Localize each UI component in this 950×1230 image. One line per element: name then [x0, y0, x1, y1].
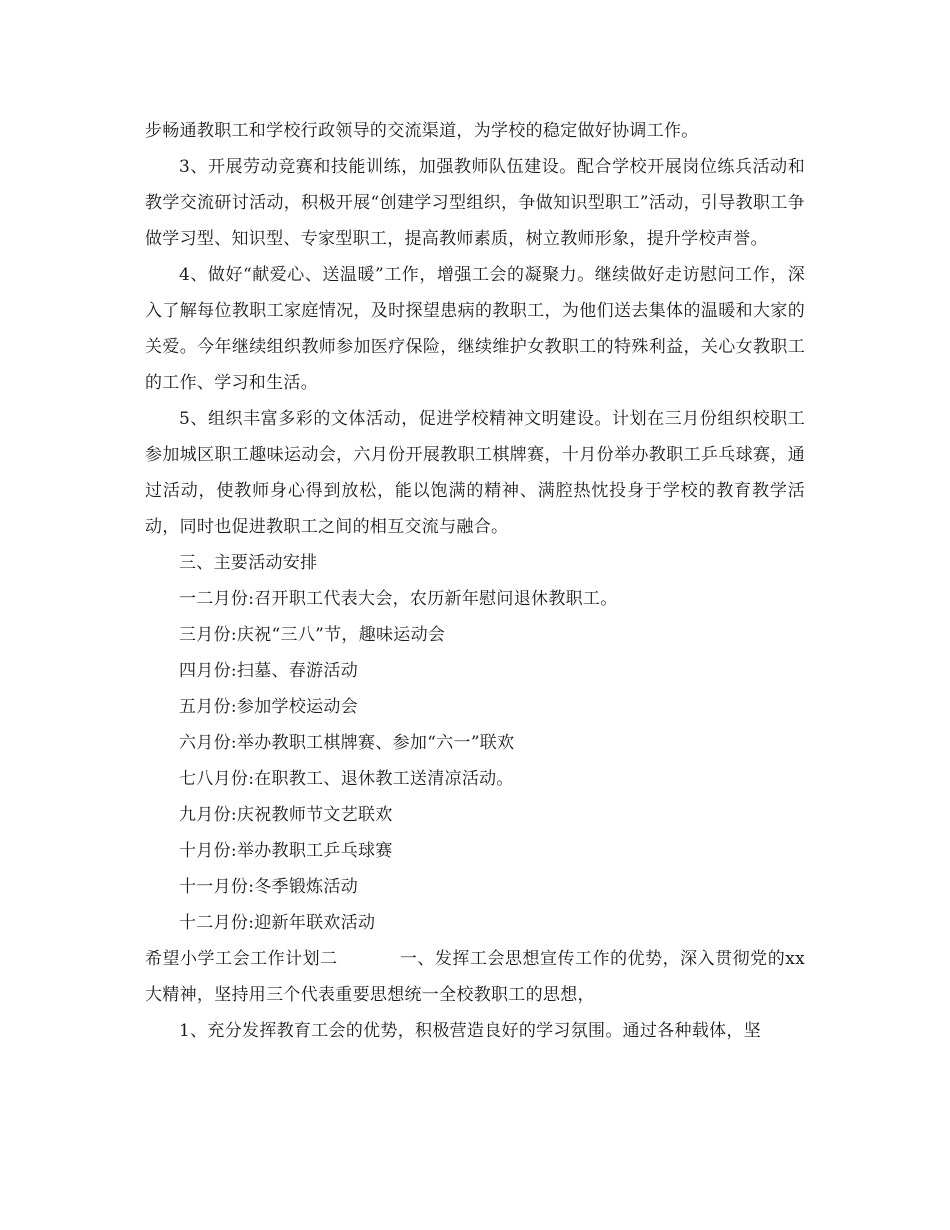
plan-two-paragraph [145, 941, 805, 1013]
schedule-item: 四月份:扫墓、春游活动 [179, 661, 359, 681]
paragraph-continuation: 步畅通教职工和学校行政领导的交流渠道，为学校的稳定做好协调工作。 [145, 121, 699, 141]
document-body [145, 113, 805, 1049]
schedule-item: 十一月份:冬季锻炼活动 [179, 877, 359, 897]
schedule-item: 三月份:庆祝“三八”节，趣味运动会 [179, 625, 446, 645]
schedule-item: 十二月份:迎新年联欢活动 [179, 913, 376, 933]
plan-two-title: 希望小学工会工作计划二 [145, 949, 338, 969]
schedule-item: 七八月份:在职教工、退休教工送清凉活动。 [179, 769, 514, 789]
paragraph-item-3: 3、开展劳动竞赛和技能训练，加强教师队伍建设。配合学校开展岗位练兵活动和教学交流研讨活动，积极开展“创建学习型组织，争做知识型职工”活动，引导教职工争做学习型、知识型、专家型职工，提高教师素质，树立教师形象，提升学校声誉。 [145, 157, 805, 249]
paragraph-item-4: 4、做好“献爱心、送温暖”工作，增强工会的凝聚力。继续做好走访慰问工作，深入了解每位教职工家庭情况，及时探望患病的教职工，为他们送去集体的温暖和大家的关爱。今年继续组织教师参加医疗保险，继续维护女教职工的特殊利益，关心女教职工的工作、学习和生活。 [145, 265, 805, 393]
schedule-item: 十月份:举办教职工乒乓球赛 [179, 841, 393, 861]
section-heading: 三、主要活动安排 [179, 553, 318, 573]
paragraph-item-1: 1、充分发挥教育工会的优势，积极营造良好的学习氛围。通过各种载体，坚 [179, 1021, 762, 1041]
plan-two-intro: 一、发挥工会思想宣传工作的优势，深入贯彻党的xx大精神，坚持用三个代表重要思想统一全校教职工的思想， [145, 949, 805, 1005]
schedule-item: 九月份:庆祝教师节文艺联欢 [179, 805, 393, 825]
paragraph-item-5: 5、组织丰富多彩的文体活动，促进学校精神文明建设。计划在三月份组织校职工参加城区职工趣味运动会，六月份开展教职工棋牌赛，十月份举办教职工乒乓球赛，通过活动，使教师身心得到放松，能以饱满的精神、满腔热忱投身于学校的教育教学活动，同时也促进教职工之间的相互交流与融合。 [145, 409, 805, 537]
schedule-item: 五月份:参加学校运动会 [179, 697, 359, 717]
schedule-item: 一二月份:召开职工代表大会，农历新年慰问退休教职工。 [179, 589, 618, 609]
schedule-item: 六月份:举办教职工棋牌赛、参加“六一”联欢 [179, 733, 515, 753]
